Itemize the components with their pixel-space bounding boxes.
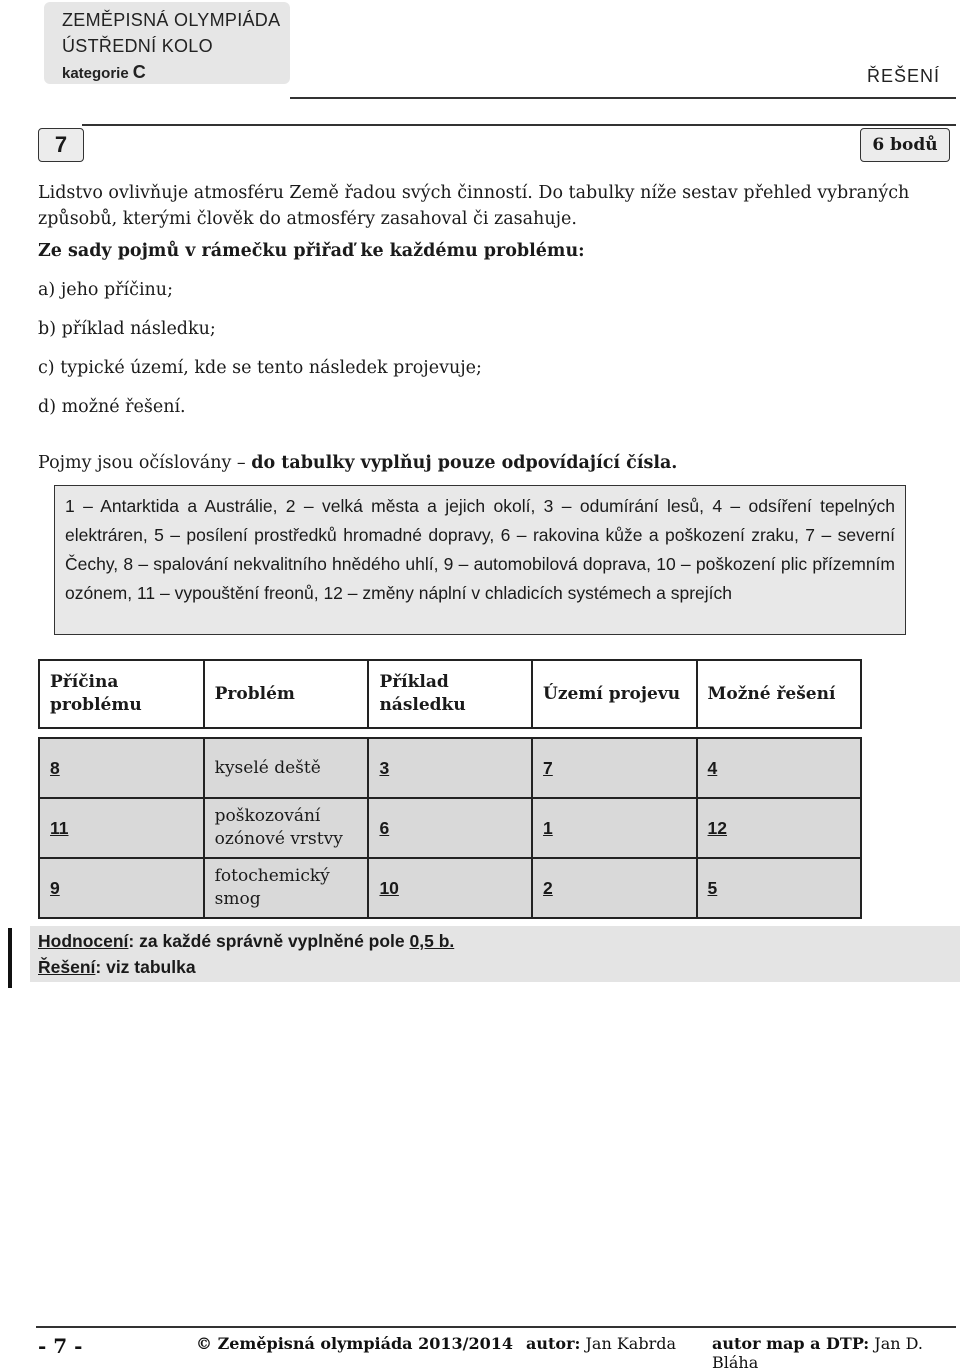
cell-consequence: 10 <box>368 858 532 918</box>
task-item-c: c) typické území, kde se tento následek projevuje; <box>38 358 482 378</box>
note-emphasis: do tabulky vyplňuj pouze odpovídající čísla. <box>251 453 678 473</box>
cell-consequence: 3 <box>368 738 532 798</box>
author-name: Jan Kabrda <box>585 1334 677 1353</box>
table-spacer <box>39 728 861 738</box>
evaluation-label: Hodnocení <box>38 931 129 951</box>
solution-text: : viz tabulka <box>95 957 196 977</box>
evaluation-line <box>38 928 952 954</box>
cell-cause: 11 <box>39 798 204 858</box>
question-instruction: Ze sady pojmů v rámečku přiřaď ke každému problému: <box>38 241 585 261</box>
competition-header <box>44 2 290 84</box>
dtp-label: autor map a DTP: <box>712 1334 870 1353</box>
footer-dtp <box>712 1334 952 1372</box>
header-consequence: Příklad následku <box>368 660 532 728</box>
cell-cause: 8 <box>39 738 204 798</box>
solution-label: Řešení <box>38 957 96 977</box>
table-row <box>39 798 861 858</box>
footer-copyright: © Zeměpisná olympiáda 2013/2014 <box>196 1334 514 1353</box>
table-row <box>39 738 861 798</box>
terms-box: 1 – Antarktida a Austrálie, 2 – velká města a jejich okolí, 3 – odumírání lesů, 4 – odsíření tepelných elektráren, 5 – posílení prostředků hromadné dopravy, 6 – rakovina kůže a poškození zraku, 7 – severní Čechy, 8 – spalování nekvalitního hnědého uhlí, 9 – automobilová doprava, 10 – poškození plic přízemním ozónem, 11 – vypouštění freonů, 12 – změny náplní v chladicích systémech a sprejích <box>54 485 906 635</box>
section-label: ŘEŠENÍ <box>866 66 940 86</box>
cell-area: 2 <box>532 858 697 918</box>
task-item-a: a) jeho příčinu; <box>38 280 173 300</box>
cell-area: 7 <box>532 738 697 798</box>
category-label: kategorie <box>62 65 129 82</box>
author-label: autor: <box>526 1334 581 1353</box>
cell-problem: fotochemický smog <box>204 858 369 918</box>
footer-rule <box>36 1326 956 1328</box>
header-problem: Problém <box>204 660 369 728</box>
cell-solution: 5 <box>697 858 861 918</box>
cell-consequence: 6 <box>368 798 532 858</box>
table-row <box>39 858 861 918</box>
footer-author <box>526 1334 676 1353</box>
dtp-name: Jan D. Bláha <box>712 1334 923 1372</box>
cell-problem: poškozování ozónové vrstvy <box>204 798 369 858</box>
question-rule <box>82 124 956 126</box>
question-note <box>38 450 677 476</box>
competition-round: ÚSTŘEDNÍ KOLO <box>62 36 213 56</box>
margin-marker <box>8 928 12 988</box>
header-area: Území projevu <box>532 660 697 728</box>
cell-solution: 4 <box>697 738 861 798</box>
category-value: C <box>132 62 146 82</box>
header-rule <box>290 97 956 99</box>
evaluation-value: 0,5 b. <box>409 931 455 951</box>
evaluation-text: : za každé správně vyplněné pole <box>128 931 410 951</box>
task-item-d: d) možné řešení. <box>38 397 186 417</box>
header-cause: Příčina problému <box>39 660 204 728</box>
footer <box>36 1334 952 1372</box>
question-intro: Lidstvo ovlivňuje atmosféru Země řadou svých činností. Do tabulky níže sestav přehled vybraných způsobů, kterými člověk do atmosféry zasahoval či zasahuje. <box>38 183 910 229</box>
solution-line <box>38 954 952 980</box>
task-item-b: b) příklad následku; <box>38 319 216 339</box>
table-header-row <box>39 660 861 728</box>
cell-problem: kyselé deště <box>204 738 369 798</box>
page-number: - 7 - <box>38 1334 83 1358</box>
header-solution: Možné řešení <box>697 660 861 728</box>
cell-area: 1 <box>532 798 697 858</box>
competition-title: ZEMĚPISNÁ OLYMPIÁDA <box>62 10 281 30</box>
competition-category <box>62 62 146 83</box>
question-points: 6 bodů <box>860 128 950 162</box>
note-prefix: Pojmy jsou očíslovány – <box>38 453 246 473</box>
question-number: 7 <box>38 128 84 162</box>
answer-table <box>38 659 862 919</box>
evaluation-box <box>30 926 960 982</box>
cell-solution: 12 <box>697 798 861 858</box>
cell-cause: 9 <box>39 858 204 918</box>
